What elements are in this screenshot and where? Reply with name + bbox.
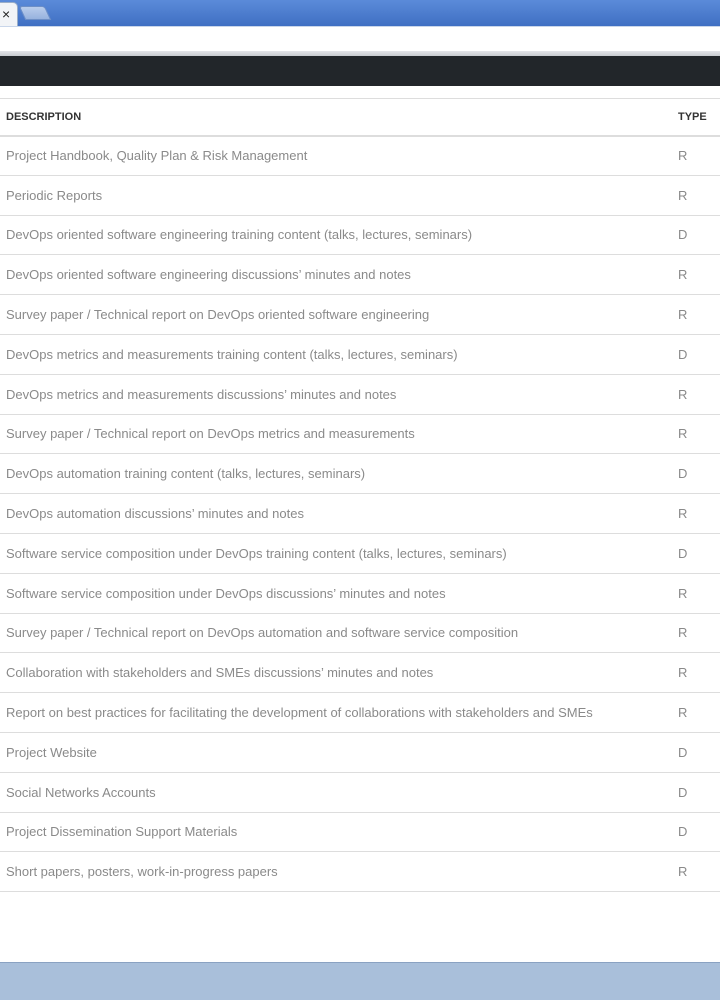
type-cell: R <box>678 175 720 215</box>
type-cell: D <box>678 732 720 772</box>
deliverables-table <box>0 98 720 892</box>
table-row <box>0 533 720 573</box>
table-row <box>0 732 720 772</box>
table-row <box>0 295 720 335</box>
description-cell: DevOps oriented software engineering training content (talks, lectures, seminars) <box>0 215 678 255</box>
table-row <box>0 414 720 454</box>
description-cell: Periodic Reports <box>0 175 678 215</box>
table-row <box>0 613 720 653</box>
type-cell: R <box>678 255 720 295</box>
type-cell: D <box>678 812 720 852</box>
type-cell: D <box>678 533 720 573</box>
description-cell: DevOps automation discussions’ minutes and notes <box>0 494 678 534</box>
type-cell: R <box>678 494 720 534</box>
type-column-header: TYPE <box>678 99 720 136</box>
type-cell: R <box>678 295 720 335</box>
table-row <box>0 852 720 892</box>
table-row <box>0 812 720 852</box>
table-row <box>0 175 720 215</box>
type-cell: R <box>678 136 720 176</box>
browser-toolbar <box>0 26 720 53</box>
table-body <box>0 136 720 892</box>
type-cell: D <box>678 772 720 812</box>
description-cell: Survey paper / Technical report on DevOps automation and software service composition <box>0 613 678 653</box>
table-row <box>0 374 720 414</box>
description-cell: Project Handbook, Quality Plan & Risk Management <box>0 136 678 176</box>
browser-tab-strip <box>0 0 720 26</box>
type-cell: R <box>678 693 720 733</box>
type-cell: R <box>678 653 720 693</box>
type-cell: D <box>678 215 720 255</box>
description-cell: Collaboration with stakeholders and SMEs discussions’ minutes and notes <box>0 653 678 693</box>
description-cell: Report on best practices for facilitating the development of collaborations with stakeholders and SMEs <box>0 693 678 733</box>
description-column-header: DESCRIPTION <box>0 99 678 136</box>
table-row <box>0 136 720 176</box>
type-cell: D <box>678 334 720 374</box>
table-row <box>0 255 720 295</box>
close-icon[interactable]: × <box>2 6 11 22</box>
description-cell: Software service composition under DevOps discussions’ minutes and notes <box>0 573 678 613</box>
description-cell: DevOps oriented software engineering discussions’ minutes and notes <box>0 255 678 295</box>
table-row <box>0 334 720 374</box>
type-cell: R <box>678 414 720 454</box>
type-cell: R <box>678 374 720 414</box>
description-cell: Survey paper / Technical report on DevOps oriented software engineering <box>0 295 678 335</box>
browser-tab[interactable] <box>0 2 18 26</box>
table-row <box>0 215 720 255</box>
description-cell: Project Dissemination Support Materials <box>0 812 678 852</box>
table-header-row <box>0 99 720 136</box>
description-cell: DevOps automation training content (talks, lectures, seminars) <box>0 454 678 494</box>
table-row <box>0 772 720 812</box>
type-cell: R <box>678 613 720 653</box>
description-cell: Social Networks Accounts <box>0 772 678 812</box>
table-row <box>0 693 720 733</box>
type-cell: D <box>678 454 720 494</box>
table-row <box>0 653 720 693</box>
table-row <box>0 454 720 494</box>
table-row <box>0 573 720 613</box>
table-row <box>0 494 720 534</box>
new-tab-button[interactable] <box>19 6 52 20</box>
type-cell: R <box>678 573 720 613</box>
description-cell: DevOps metrics and measurements discussions’ minutes and notes <box>0 374 678 414</box>
description-cell: Software service composition under DevOps training content (talks, lectures, seminars) <box>0 533 678 573</box>
description-cell: Project Website <box>0 732 678 772</box>
description-cell: DevOps metrics and measurements training content (talks, lectures, seminars) <box>0 334 678 374</box>
description-cell: Short papers, posters, work-in-progress papers <box>0 852 678 892</box>
site-navbar <box>0 56 720 86</box>
type-cell: R <box>678 852 720 892</box>
page-content <box>0 86 720 962</box>
bottom-status-bar <box>0 962 720 1000</box>
description-cell: Survey paper / Technical report on DevOps metrics and measurements <box>0 414 678 454</box>
